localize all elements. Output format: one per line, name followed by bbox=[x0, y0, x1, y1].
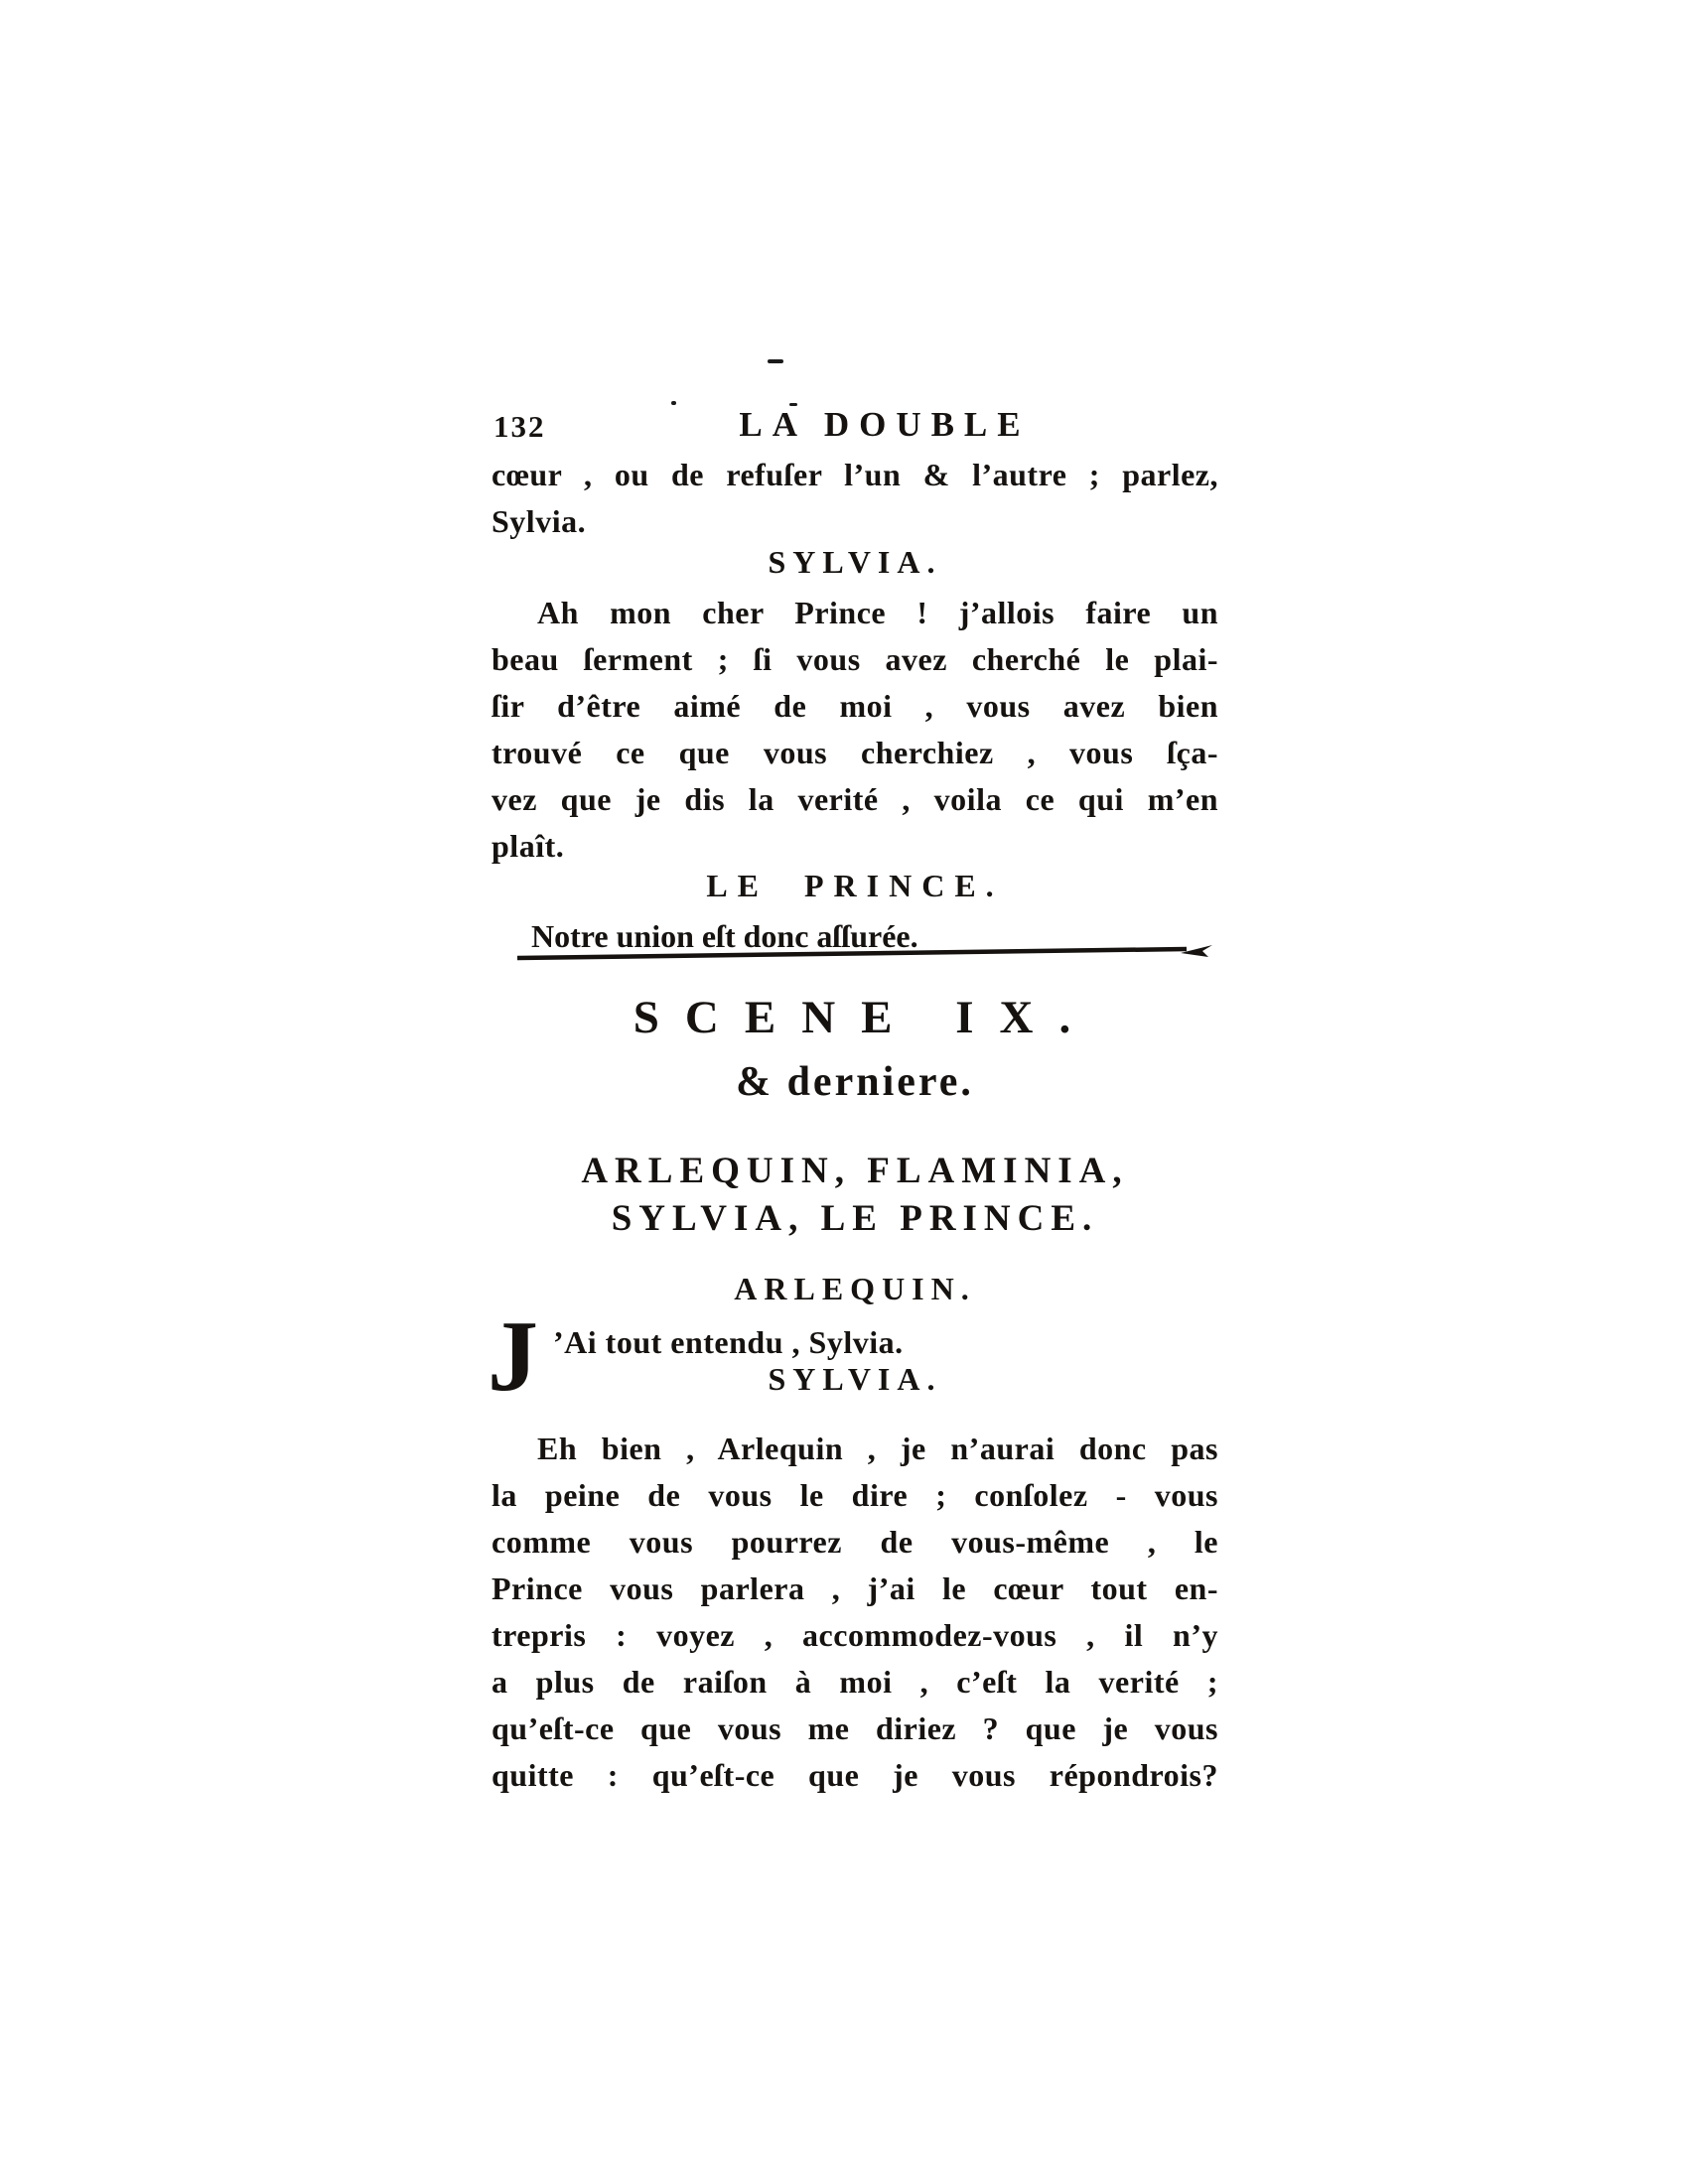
body-line: plaît. bbox=[492, 828, 565, 864]
body-line: ’Ai tout entendu , Sylvia. bbox=[553, 1324, 904, 1360]
speaker-heading-sylvia: SYLVIA. bbox=[768, 544, 942, 580]
body-line: vez que je dis la verité , voila ce qui m’en bbox=[492, 781, 1218, 817]
running-title: LA DOUBLE bbox=[739, 405, 1031, 444]
scene-title: SCENE IX. bbox=[633, 992, 1097, 1043]
page-number: 132 bbox=[493, 409, 546, 444]
speaker-heading-sylvia: SYLVIA. bbox=[768, 1361, 942, 1397]
body-line: Eh bien , Arlequin , je n’aurai donc pas bbox=[537, 1431, 1218, 1466]
drop-cap-initial: J bbox=[488, 1300, 538, 1413]
ink-speck bbox=[768, 359, 783, 363]
body-line: trepris : voyez , accommodez-vous , il n’y bbox=[492, 1617, 1218, 1653]
body-line: Notre union eſt donc aſſurée. bbox=[531, 918, 918, 954]
body-line: beau ſerment ; ſi vous avez cherché le plai- bbox=[492, 641, 1218, 677]
body-line: quitte : qu’eſt-ce que je vous répondrois? bbox=[492, 1757, 1218, 1793]
body-line: qu’eſt-ce que vous me diriez ? que je vous bbox=[492, 1710, 1218, 1746]
page-header bbox=[492, 405, 1218, 452]
body-line: trouvé ce que vous cherchiez , vous ſça- bbox=[492, 735, 1218, 770]
body-line: a plus de raiſon à moi , c’eſt la verité ; bbox=[492, 1664, 1218, 1700]
body-line: ſir d’être aimé de moi , vous avez bien bbox=[492, 688, 1218, 724]
body-line: cœur , ou de refuſer l’un & l’autre ; parlez, bbox=[492, 457, 1218, 492]
scene-subtitle: & derniere. bbox=[736, 1059, 974, 1105]
speaker-heading-le-prince: LE PRINCE. bbox=[706, 868, 1004, 903]
speaker-heading-arlequin: ARLEQUIN. bbox=[734, 1271, 976, 1306]
text-block bbox=[488, 405, 1218, 1894]
body-line: la peine de vous le dire ; conſolez - vous bbox=[492, 1477, 1218, 1513]
divider-rule-graphic bbox=[492, 941, 1218, 967]
body-line: Ah mon cher Prince ! j’allois faire un bbox=[537, 595, 1218, 630]
body-line: comme vous pourrez de vous-même , le bbox=[492, 1524, 1218, 1560]
cast-line: SYLVIA, LE PRINCE. bbox=[611, 1198, 1099, 1239]
body-line: Prince vous parlera , j’ai le cœur tout en- bbox=[492, 1570, 1218, 1606]
body-line: Sylvia. bbox=[492, 503, 587, 539]
section-divider bbox=[492, 941, 1218, 967]
cast-line: ARLEQUIN, FLAMINIA, bbox=[581, 1151, 1129, 1191]
